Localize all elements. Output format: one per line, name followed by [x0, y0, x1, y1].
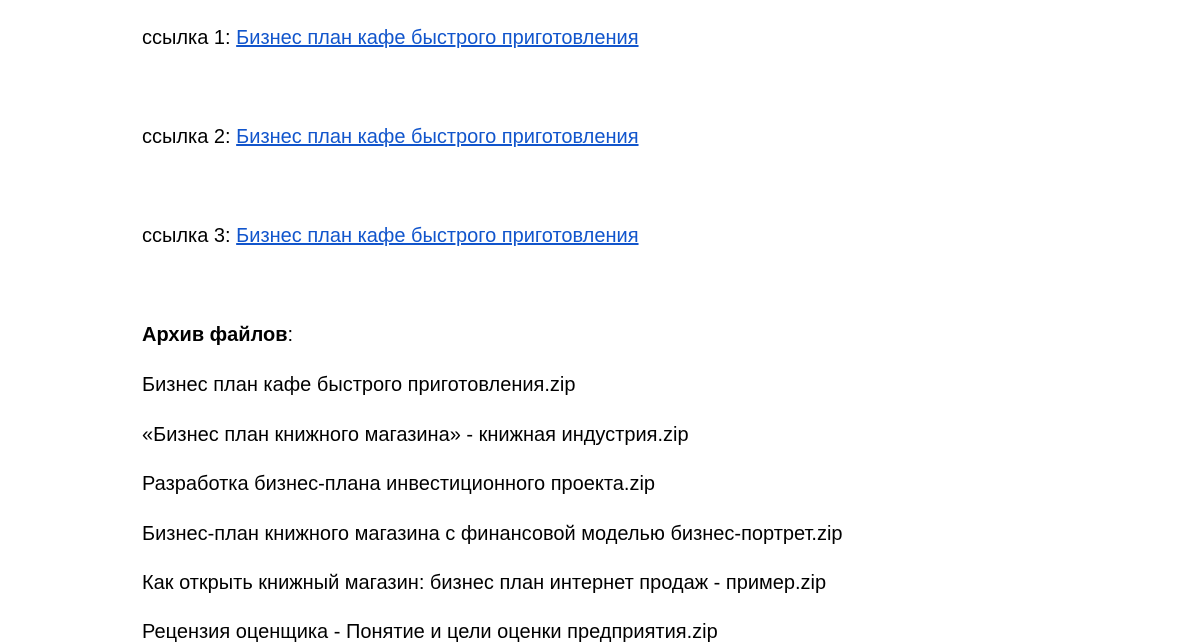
archive-file-item: Бизнес-план книжного магазина с финансовой моделью бизнес-портрет.zip — [142, 523, 843, 545]
archive-file-item: «Бизнес план книжного магазина» - книжная индустрия.zip — [142, 424, 689, 446]
download-link-3[interactable]: Бизнес план кафе быстрого приготовления — [236, 225, 639, 247]
archive-file-item: Рецензия оценщика - Понятие и цели оценки предприятия.zip — [142, 621, 718, 643]
archive-file-item: Бизнес план кафе быстрого приготовления.zip — [142, 374, 576, 396]
archive-heading — [142, 323, 293, 347]
link-line-3 — [142, 224, 639, 248]
download-link-2[interactable]: Бизнес план кафе быстрого приготовления — [236, 126, 639, 148]
link-prefix: ссылка 3: — [142, 225, 237, 247]
link-prefix: ссылка 1: — [142, 27, 237, 49]
archive-file-item: Как открыть книжный магазин: бизнес план интернет продаж - пример.zip — [142, 572, 827, 594]
link-line-1 — [142, 26, 639, 50]
link-line-2 — [142, 125, 639, 149]
link-prefix: ссылка 2: — [142, 126, 237, 148]
download-link-1[interactable]: Бизнес план кафе быстрого приготовления — [236, 27, 639, 49]
archive-heading-text: Архив файлов — [142, 324, 288, 346]
archive-heading-colon: : — [287, 324, 294, 346]
archive-file-item: Разработка бизнес-плана инвестиционного проекта.zip — [142, 473, 656, 495]
